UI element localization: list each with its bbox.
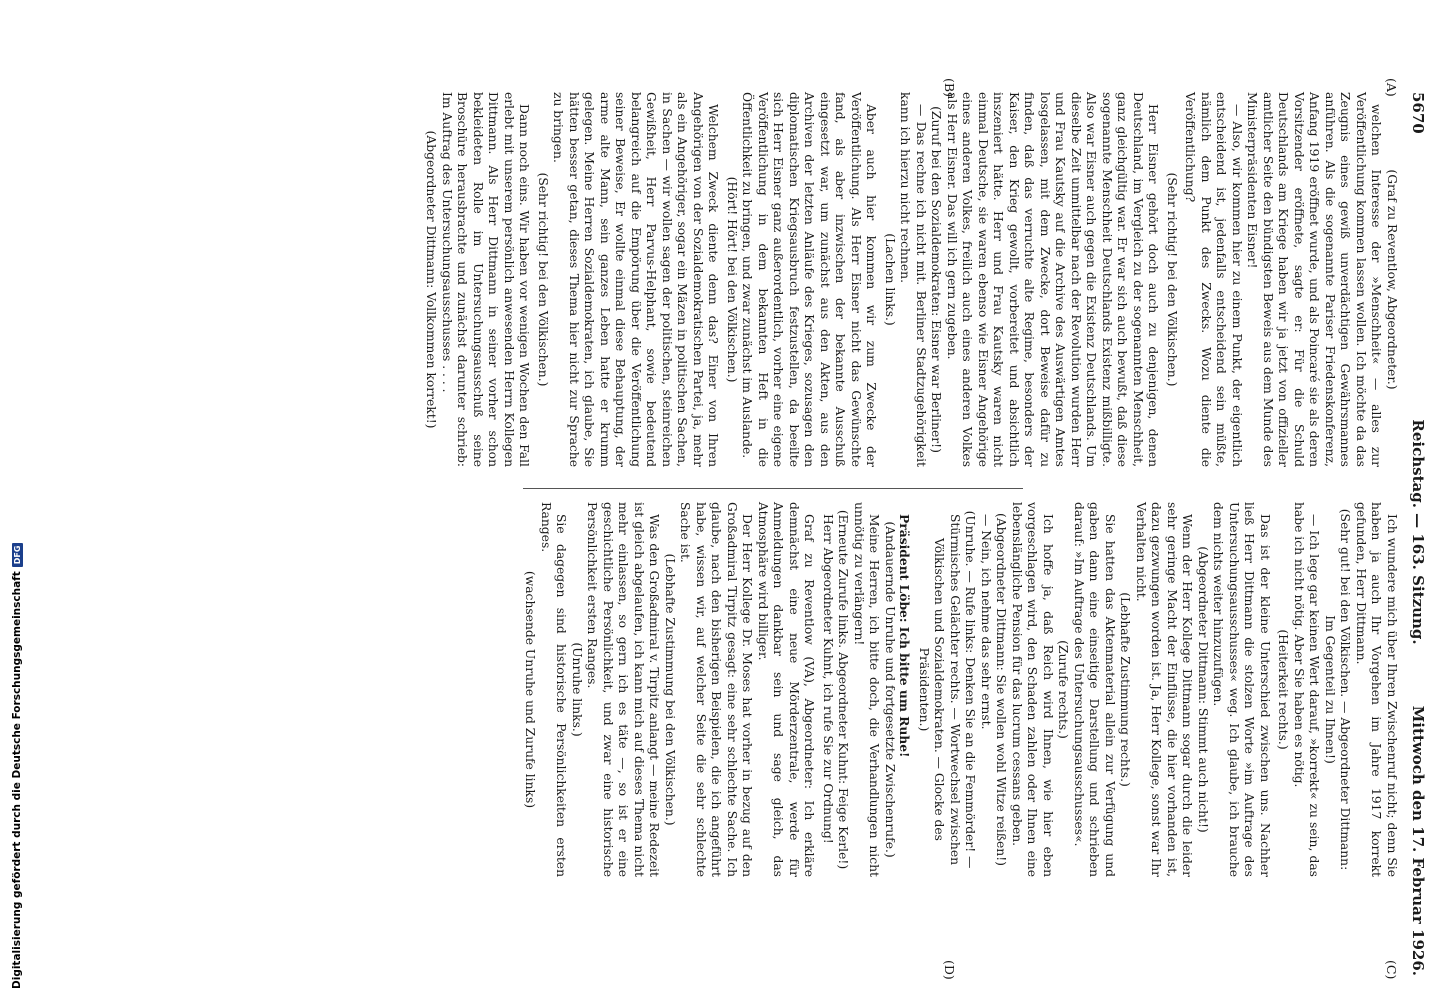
session-date: Mittwoch den 17. Februar 1926. [1409,705,1427,976]
document-page [27,78,1427,982]
paragraph: Graf zu Reventlow (VA), Abgeordneter: Ich erkläre demnächst eine neue Mörderzentrale, werde für Anmeldungen dankbar sein und sage gleich, das Atmosphäre wird billiger. [756,502,817,877]
interjection: (Andauernde Unruhe und fortgesetzte Zwischenrufe.) [883,521,897,858]
dfg-logo: DFG [12,543,23,568]
paragraph: Ich wundere mich über Ihren Zwischenruf nicht; denn Sie haben ja auch Ihr Vorgehen im Jahre 1917 korrekt gefunden, Herr Dittmann. [1354,502,1399,877]
column-divider [523,488,1023,489]
margin-mark-b: (B) [942,78,957,97]
paragraph: Der Herr Kollege Dr. Moses hat vorher in bezug auf den Großadmiral Tirpitz gesagt: eine sehr schlechte Sache. Ich glaube, nach den bisherigen Beispielen, die ich angeführt habe, wissen wir, auf welcher Seite die sehr schlechte Sache ist. [678,502,755,877]
interjection: (wachsende Unruhe und Zurufe links) [523,570,538,809]
margin-mark-c: (C) [1384,960,1399,980]
paragraph: — Also, wir kommen hier zu einem Punkt, der eigentlich entscheidend ist, jedenfalls entscheidend sein müßte, nämlich dem Punkt des Zwecks. Wozu diente die Veröffentlichung? [1183,92,1244,467]
interjection: (Erneute Zurufe links. Abgeordneter Kuhnt: Feige Kerle!) [836,509,851,870]
paragraph: — Nein, ich nehme das sehr ernst. [979,514,993,730]
paragraph: Meine Herren, ich bitte doch, die Verhandlungen nicht unnötig zu verlängern! [852,502,882,877]
paragraph: Welchem Zweck diente denn das? Einer von Ihren Angehörigen von der Sozialdemokratischen Partei, ja, mehr als ein Angehöriger, sogar ein Mäzen in politischen Sachen, in Sachen — wir wollen sagen der politischen, steinreichen Gewißheit, Herr Parvus-Helphant, sowie bedeutend belangreich auf die Empörung über die Veröffentlichung seiner Beweise, Er wollte einmal diese Behauptung, der arme alte Mann, sein ganzes Leben hatte er krumm gelegen. Meine Herren Sozialdemokraten, ich glaube, Sie hätten besser getan, dieses Thema hier nicht zur Sprache zu bringen. [551,92,721,467]
paragraph: Wenn der Herr Kollege Dittmann sogar durch die leider sehr geringe Macht der Einflüsse, die hier vorhanden ist, dazu gezwungen worden ist. Ja, Herr Kollege, sonst war Ihr Verhalten nicht. [1134,502,1195,877]
interjection: (Unruhe links.) [570,642,584,737]
page-number: 5670 [1409,92,1427,134]
interjection: (Sehr gut! bei den Völkischen. — Abgeordneter Dittmann: Im Gegenteil zu Ihnen!) [1323,508,1353,871]
credit-text: Digitalisierung gefördert durch die Deutsche Forschungsgemeinschaft [11,571,23,989]
left-column [423,92,1399,467]
page-header [1405,82,1427,982]
paragraph: — Ich lege gar keinen Wert darauf, »korrekt« zu sein, das habe ich nicht nötig. Aber Sie haben es nötig. [1292,502,1322,877]
paragraph: Sie dagegen sind historische Persönlichkeiten ersten Ranges. [539,502,569,877]
interjection: (Abgeordneter Dittmann: Stimmt auch nicht!) [1196,546,1210,833]
interjection: (Lebhafte Zustimmung bei den Völkischen.) [663,553,677,826]
interjection: (Zurufe rechts.) [1056,640,1071,739]
paragraph: Was den Großadmiral v. Tirpitz anlangt — meine Redezeit ist gleich abgelaufen, ich kann mich auf dieses Thema nicht mehr einlassen, so gern ich es täte —, so ist er eine geschichtliche Persönlichkeit, und zwar eine historische Persönlichkeit ersten Ranges. [585,502,662,877]
interjection: (Zuruf bei den Sozialdemokraten: Eisner war Berliner!) [929,106,944,453]
interjection: (Sehr richtig! bei den Völkischen.) [536,172,550,387]
paragraph: Sie hatten das Aktenmaterial allein zur Verfügung und gaben dann eine einseitige Darstellung und schrieben darauf: »Im Auftrage des Untersuchungsausschusses«. [1072,502,1117,877]
paragraph: welchen Interesse der »Menschheit« — alles zur Veröffentlichung kommen lassen wollen. Ich möchte da das Zeugnis eines gewiß unverdächtigen Gewährsmannes anführen. Als die sogenannte Pariser Friedenskonferenz, Anfang 1919 eröffnet wurde, und als Poincaré sie als deren Vorsitzender eröffnete, sagte er: Für die Schuld Deutschlands am Kriege haben wir ja jetzt von offizieller amtlicher Seite den bündigsten Beweis aus dem Munde des Ministerpräsidenten Eisner! [1245,92,1384,467]
paragraph: Herr Eisner gehört doch auch zu denjenigen, denen Deutschland, im Vergleich zu der sogenannten Menschheit, ganz gleichgültig war. Er war sich auch bewußt, daß diese sogenannte Menschheit Deutschlands Existenz mißbilligte. Also war Eisner auch gegen die Existenz Deutschlands. Um dieselbe Zeit unmittelbar nach der Revolution wurden Herr und Frau Kautsky auf die Archive des Auswärtigen Amtes losgelassen, mit dem Zwecke, dort Beweise dafür zu finden, daß das verruchte alte Regime, besonders der Kaiser, den Krieg gewollt, vorbereitet und absichtlich inszeniert hätte. Herr und Frau Kautsky waren nicht einmal Deutsche, sie waren ebenso wie Eisner Angehörige eines anderen Volkes, freilich auch eines anderen Volkes als Herr Eisner. Das will ich gern zugeben. [945,92,1161,467]
paragraph: Aber auch hier kommen wir zum Zwecke der Veröffentlichung. Als Herr Eisner nicht das Gewünschte fand, als aber inzwischen der bekannte Ausschuß eingesetzt war, um zunächst aus den Akten, aus den Archiven der letzten Anläufe des Krieges, sozusagen den diplomatischen Kriegsausbruch festzustellen, da beeilte sich Herr Eisner ganz außerordentlich, vorher eine eigene Veröffentlichung in dem bekannten Heft in die Öffentlichkeit zu bringen, und zwar zunächst im Auslande. [740,92,879,467]
interjection: (Lebhafte Zustimmung rechts.) [1118,592,1133,787]
margin-mark-d: (D) [942,960,957,980]
right-column [522,502,1399,877]
digitization-credit [11,543,23,989]
running-title: Reichstag. — 163. Sitzung. [1409,419,1427,645]
paragraph: Herr Abgeordneter Kuhnt, ich rufe Sie zur Ordnung! [821,514,835,844]
margin-mark-a: (A) [1384,78,1399,97]
interjection: (Abgeordneter Dittmann: Vollkommen korrekt!) [424,130,439,429]
president-remark: Präsident Löbe: Ich bitte um Ruhe! [897,514,913,758]
paragraph: Ich hoffe ja, daß Reich wird Ihnen, wie hier eben vorgeschlagen wird, den Schaden zahlen oder Ihnen eine lebenslängliche Pension für das lucrum cessans geben. [1010,502,1055,877]
interjection: (Sehr richtig! bei den Völkischen.) [1165,172,1179,387]
interjection: (Heiterkeit rechts.) [1276,629,1291,750]
paragraph: Das ist der kleine Unterschied zwischen uns. Nachher ließ Herr Dittmann die stolzen Worte »im Auftrage des Untersuchungsausschusses« weg. Ich glaube, ich brauche dem nichts weiter hinzuzufügen. [1211,502,1272,877]
interjection: (Lachen links.) [883,233,897,326]
digitization-strip [0,0,22,1000]
paragraph: Dann noch eins. Wir haben vor wenigen Wochen den Fall erlebt mit unserem persönlich anwesenden Herrn Kollegen Dittmann. Als Herr Dittmann in seiner vorher schon bekleideten Rolle im Untersuchungsausschuß seine Broschüre herausbrachte und zunächst darunter schrieb: Im Auftrag des Untersuchungsausschusses . . . . [440,92,532,467]
interjection: (Unruhe. — Rufe links: Denken Sie an die Femmörder! — Stürmisches Gelächter rechts. — Wortwechsel zwischen Völkischen und Sozialdemokraten. — Glocke des Präsidenten.) [917,510,978,869]
speaker-continuation: (Graf zu Reventlow, Abgeordneter.) [1385,169,1399,390]
interjection: (Abgeordneter Dittmann: Sie wollen wohl Witze reißen!) [994,513,1009,866]
paragraph: — Das rechne ich nicht mit. Berliner Stadtzugehörigkeit kann ich hierzu nicht rechnen. [898,92,928,467]
interjection: (Hört! Hört! bei den Völkischen.) [725,176,739,383]
